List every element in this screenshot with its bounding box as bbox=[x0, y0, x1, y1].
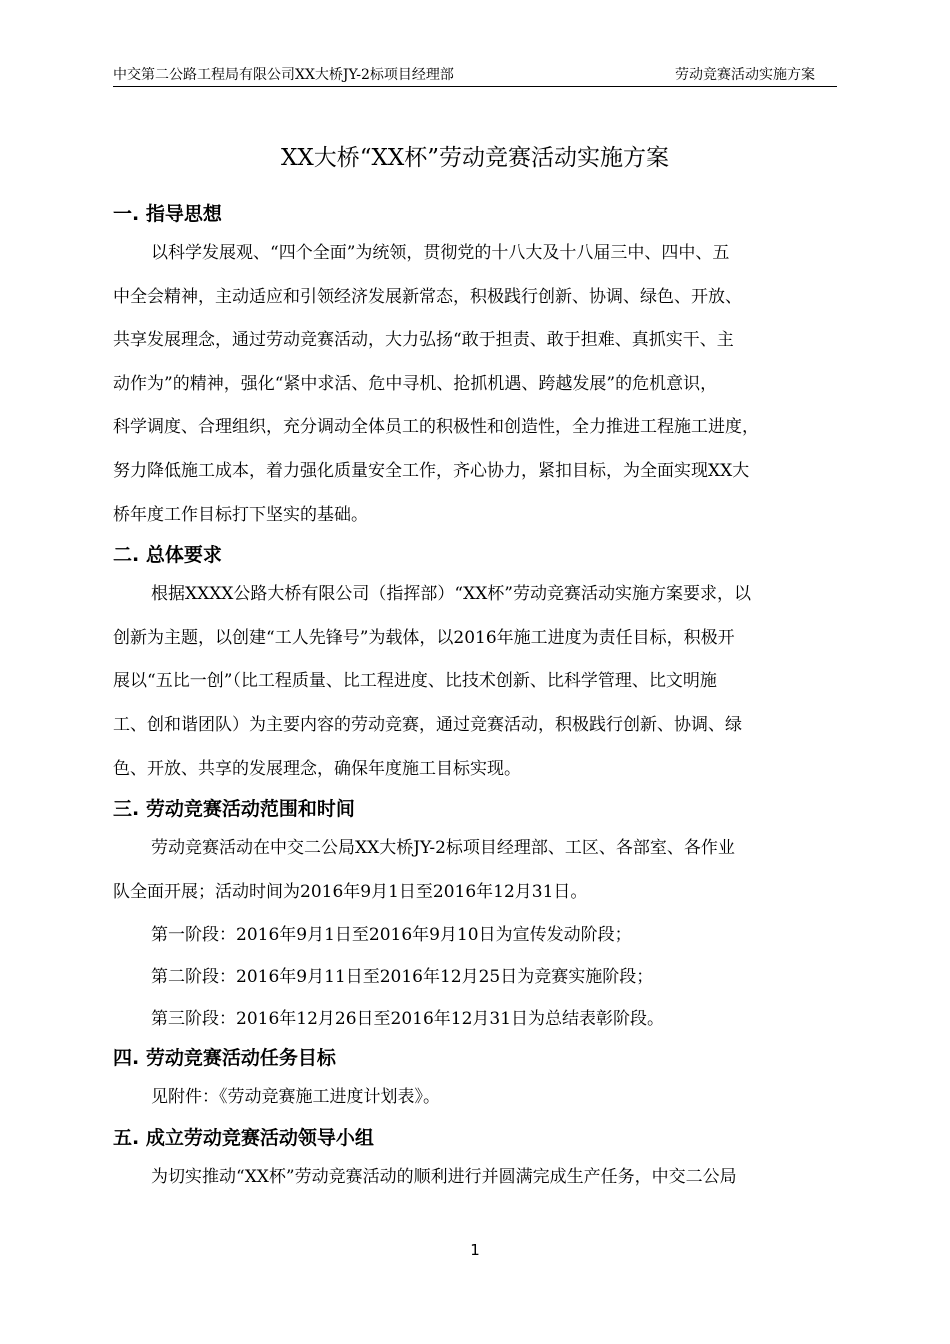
section-paragraph-scope-and-time bbox=[113, 827, 843, 914]
section-heading-general-requirements: 二. 总体要求 bbox=[113, 544, 222, 567]
paragraph-line: 色、开放、共享的发展理念，确保年度施工目标实现。 bbox=[113, 758, 521, 779]
paragraph-line: 以科学发展观、“四个全面”为统领，贯彻党的十八大及十八届三中、四中、五 bbox=[151, 243, 730, 263]
header-document-name: 劳动竞赛活动实施方案 bbox=[675, 67, 815, 83]
section-paragraph-task-goals bbox=[113, 1076, 843, 1120]
paragraph-line: 桥年度工作目标打下坚实的基础。 bbox=[113, 504, 368, 525]
section-heading-leadership-group: 五. 成立劳动竞赛活动领导小组 bbox=[113, 1126, 374, 1149]
paragraph-line: 劳动竞赛活动在中交二公局XX大桥JY-2标项目经理部、工区、各部室、各作业 bbox=[151, 838, 735, 859]
paragraph-line: 根据XXXX公路大桥有限公司（指挥部）“XX杯”劳动竞赛活动实施方案要求，以 bbox=[151, 584, 751, 605]
section-heading-task-goals: 四. 劳动竞赛活动任务目标 bbox=[113, 1047, 336, 1070]
stage-item: 第二阶段：2016年9月11日至2016年12月25日为竞赛实施阶段； bbox=[151, 967, 654, 988]
paragraph-line: 为切实推动“XX杯”劳动竞赛活动的顺利进行并圆满完成生产任务，中交二公局 bbox=[151, 1166, 737, 1187]
paragraph-line: 展以“五比一创”（比工程质量、比工程进度、比技术创新、比科学管理、比文明施 bbox=[113, 671, 717, 692]
paragraph-line: 动作为”的精神，强化“紧中求活、危中寻机、抢抓机遇、跨越发展”的危机意识， bbox=[113, 373, 718, 394]
section-paragraph-general-requirements bbox=[113, 573, 843, 791]
paragraph-line: 队全面开展；活动时间为2016年9月1日至2016年12月31日。 bbox=[113, 881, 588, 902]
section-heading-scope-and-time: 三. 劳动竞赛活动范围和时间 bbox=[113, 798, 355, 821]
paragraph-line: 努力降低施工成本，着力强化质量安全工作，齐心协力，紧扣目标，为全面实现XX大 bbox=[113, 460, 750, 481]
paragraph-line: 工、创和谐团队）为主要内容的劳动竞赛，通过竞赛活动，积极践行创新、协调、绿 bbox=[113, 714, 742, 735]
document-body bbox=[113, 196, 843, 1200]
page-number: 1 bbox=[470, 1241, 480, 1259]
paragraph-line: 见附件：《劳动竞赛施工进度计划表》。 bbox=[151, 1087, 440, 1108]
page-header bbox=[113, 64, 837, 87]
stage-item: 第一阶段：2016年9月1日至2016年9月10日为宣传发动阶段； bbox=[151, 925, 632, 946]
paragraph-line: 科学调度、合理组织，充分调动全体员工的积极性和创造性，全力推进工程施工进度， bbox=[113, 417, 759, 438]
section-paragraph-leadership-group bbox=[113, 1156, 843, 1200]
section-paragraph-guiding-ideology bbox=[113, 232, 843, 537]
header-organization: 中交第二公路工程局有限公司XX大桥JY-2标项目经理部 bbox=[113, 67, 454, 83]
paragraph-line: 创新为主题，以创建“工人先锋号”为载体，以2016年施工进度为责任目标，积极开 bbox=[113, 627, 735, 648]
paragraph-line: 共享发展理念，通过劳动竞赛活动，大力弘扬“敢于担责、敢于担难、真抓实干、主 bbox=[113, 330, 734, 351]
paragraph-line: 中全会精神，主动适应和引领经济发展新常态，积极践行创新、协调、绿色、开放、 bbox=[113, 286, 742, 307]
document-title: XX大桥“XX杯”劳动竞赛活动实施方案 bbox=[280, 145, 669, 171]
stage-item: 第三阶段：2016年12月26日至2016年12月31日为总结表彰阶段。 bbox=[151, 1009, 665, 1030]
section-heading-guiding-ideology: 一. 指导思想 bbox=[113, 203, 222, 225]
